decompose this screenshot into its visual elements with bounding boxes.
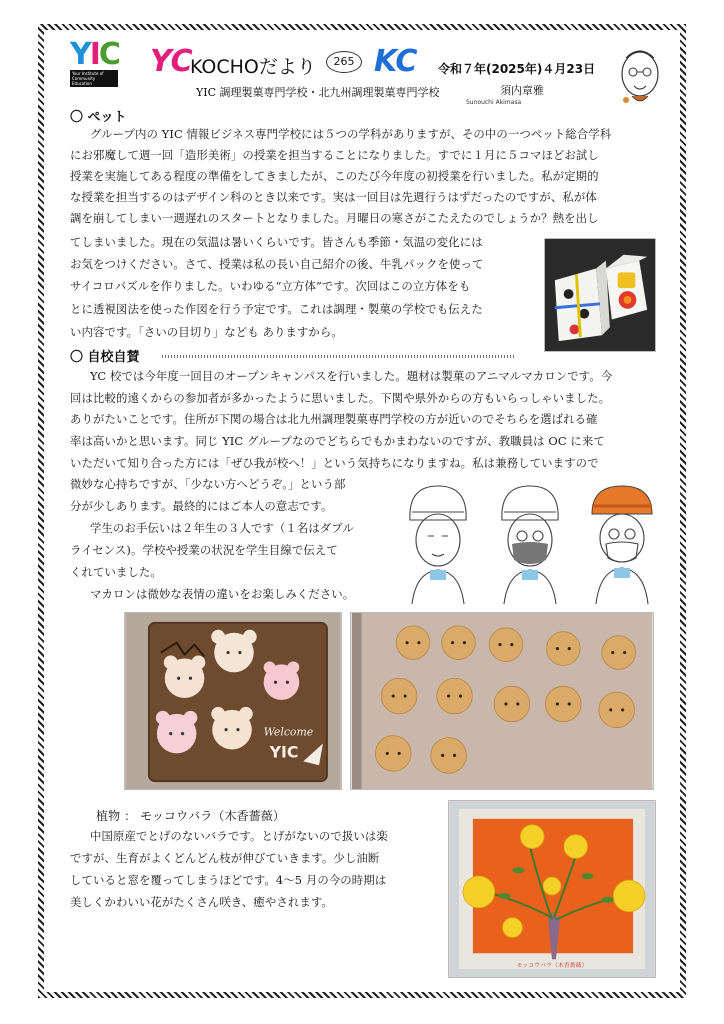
school-section-heading: 〇 自校自賛	[70, 350, 140, 365]
school-line-2: 回は比較的遠くからの参加者が多かったように思いました。下関や県外からの方もいらっしゃいました。	[70, 391, 611, 405]
kc-mark: KC	[374, 44, 418, 79]
yic-logo: YIC Your Institute of Community Education	[70, 37, 119, 86]
school-line-8: 学生のお手伝いは２年生の３人です（１名はダブル	[90, 521, 354, 535]
school-line-1: YC 校では今年度一回目のオープンキャンパスを行いました。題材は製菓のアニマルマカロンです。今	[90, 369, 613, 383]
pet-section-heading: 〇 ペット	[70, 110, 127, 125]
school-line-9: ライセンス)。学校や授業の状況を学生目線で伝えて	[70, 543, 338, 557]
plant-section-heading: 植物 ： モッコウバラ（木香薔薇）	[96, 809, 285, 823]
section-divider	[162, 355, 516, 358]
author-portrait-icon	[612, 40, 668, 108]
flower-arrangement-photo	[448, 800, 656, 978]
macaron-tray-photo	[350, 612, 654, 790]
pet-line-3: 授業を実施してある程度の準備をしてきましたが、このたび今年度の初授業を行いました。私が定期的	[70, 169, 599, 183]
flower-caption: モッコウバラ（木香薔薇）	[516, 962, 588, 970]
issue-date: 令和７年(2025年)４月23日	[438, 62, 596, 76]
welcome-text: Welcome	[263, 725, 314, 739]
pet-line-7: お気をつけください。さて、授業は私の長い自己紹介の後、牛乳パックを使って	[70, 257, 484, 271]
yc-mark: YC	[150, 44, 193, 79]
newsletter-title: KOCHOだより	[190, 56, 316, 78]
school-names: YIC 調理製菓専門学校・北九州調理製菓専門学校	[196, 86, 440, 99]
school-line-3: ありがたいことです。住所が下関の場合は北九州調理製菓専門学校の方が近いのでそちらを選ばれる確	[70, 412, 598, 426]
pet-line-9: とに透視図法を使った作図を行う予定です。これは調理・製菓の学校でも伝えた	[70, 302, 483, 316]
pet-line-4: な授業を担当するのはデザイン科のとき以来です。実は一回目は先週行うはずだったのですが、私が体	[70, 190, 597, 204]
school-line-4: 率は高いかと思います。同じ YIC グループなのでどちらでもかまわないのですが、教職員は OC に来て	[70, 434, 605, 448]
plant-line-3: していると窓を覆ってしまうほどです。4～5 月の今の時期は	[70, 873, 387, 887]
author-roman: Sunouchi Akimasa	[466, 99, 522, 106]
dice-photo	[544, 238, 656, 352]
plant-line-4: 美しくかわいい花がたくさん咲き、癒やされます。	[70, 895, 333, 909]
author-name: 須内章雅	[500, 84, 544, 97]
staff-illustrations	[396, 480, 660, 604]
yic-chocolate-text: YIC	[269, 742, 299, 762]
school-line-7: 分が少しあります。最終的にはご本人の意志です。	[70, 499, 333, 513]
school-line-5: いただいて知り合った方には「ぜひ我が校へ！」という気持ちになりますね。私は兼務していますので	[70, 456, 599, 470]
pet-line-8: サイコロパズルを作りました。いわゆる“立方体”です。次回はこの立方体をも	[70, 279, 471, 293]
pet-line-5: 調を崩してしまい一週遅れのスタートとなりました。月曜日の寒さがこたえたのでしょうか？熱を出し	[70, 211, 599, 225]
pet-line-1: グループ内の YIC 情報ビジネス専門学校には５つの学科がありますが、その中の一つペット総合学科	[90, 127, 612, 141]
pet-line-2: にお邪魔して週一回「造形美術」の授業を担当することになりました。すでに１月に５コマほどお試し	[70, 148, 599, 162]
macaron-board-photo	[124, 612, 342, 790]
school-line-6: 微妙な心持ちですが、「少ない方へどうぞ。」という部	[70, 477, 346, 491]
school-line-11: マカロンは微妙な表情の違いをお楽しみください。	[90, 587, 355, 601]
school-line-10: くれていました。	[70, 565, 162, 579]
plant-line-1: 中国原産でとげのないバラです。とげがないので扱いは楽	[90, 829, 388, 843]
pet-line-6: てしまいました。現在の気温は暑いくらいです。皆さんも季節・気温の変化には	[70, 235, 483, 249]
plant-line-2: ですが、生育がよくどんどん枝が伸びていきます。少し油断	[70, 851, 380, 865]
pet-line-10: い内容です。「さいの目切り」なども ありますから。	[70, 325, 343, 339]
issue-number: 265	[326, 51, 362, 73]
